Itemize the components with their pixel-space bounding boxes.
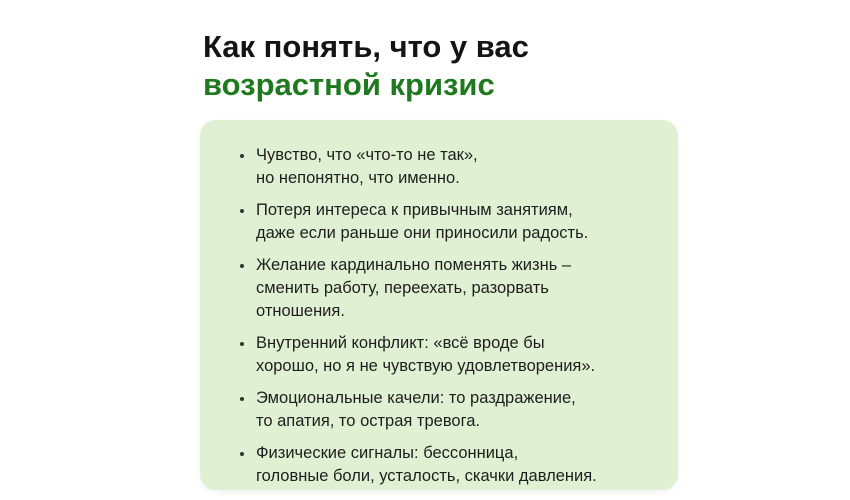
list-item-line: Эмоциональные качели: то раздражение, (256, 389, 576, 407)
list-item-line: Внутренний конфликт: «всё вроде бы (256, 334, 545, 352)
symptoms-list (238, 144, 668, 497)
list-item-line: головные боли, усталость, скачки давления. (256, 467, 597, 485)
list-item-line: Физические сигналы: бессонница, (256, 444, 519, 462)
list-item (238, 332, 668, 378)
list-item (238, 144, 668, 190)
list-item-line: но непонятно, что именно. (256, 169, 460, 187)
list-item-line: Потеря интереса к привычным занятиям, (256, 201, 573, 219)
list-item-line: Чувство, что «что-то не так», (256, 146, 478, 164)
symptoms-card (200, 120, 678, 490)
list-item (238, 254, 668, 323)
list-item (238, 442, 668, 488)
list-item-line: хорошо, но я не чувствую удовлетворения». (256, 357, 596, 375)
list-item-line: то апатия, то острая тревога. (256, 412, 481, 430)
list-item (238, 199, 668, 245)
page-title (203, 28, 723, 104)
list-item-line: Желание кардинально поменять жизнь – (256, 256, 572, 274)
title-line-1: Как понять, что у вас (203, 29, 529, 64)
list-item (238, 387, 668, 433)
title-line-2-highlight: возрастной кризис (203, 67, 495, 102)
list-item-line: даже если раньше они приносили радость. (256, 224, 589, 242)
list-item-line: сменить работу, переехать, разорвать (256, 279, 549, 297)
list-item-line: отношения. (256, 302, 345, 320)
